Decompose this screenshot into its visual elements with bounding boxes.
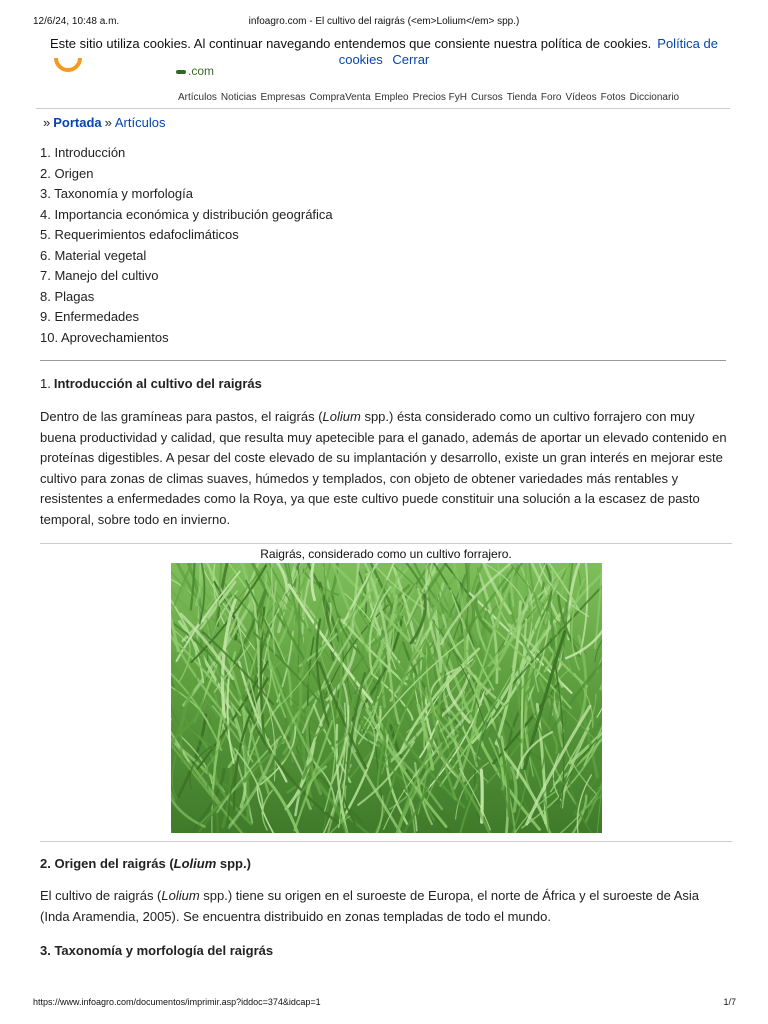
toc-item[interactable]: 4. Importancia económica y distribución geográfica — [40, 206, 333, 222]
cookie-policy-link[interactable]: Política de cookies — [338, 36, 718, 67]
figure-bottom-divider — [40, 841, 732, 842]
toc-item[interactable]: 8. Plagas — [40, 288, 95, 304]
section-2-paragraph — [40, 886, 730, 927]
print-page-title: infoagro.com - El cultivo del raigrás (<em>Lolium</em> spp.) — [248, 16, 520, 27]
nav-item[interactable]: Empleo — [374, 92, 409, 103]
heading-text: 2. Origen del raigrás ( — [40, 856, 174, 871]
nav-item[interactable]: Foro — [540, 92, 562, 103]
para-text: spp.) tiene su origen en el suroeste de Europa, el norte de África y el suroeste de Asia (Inda Aramendia, 2005). Se encuentra distribuido en zonas templadas de todo el mundo. — [40, 888, 700, 924]
nav-item[interactable]: Tienda — [506, 92, 537, 103]
nav-item[interactable]: CompraVenta — [309, 92, 371, 103]
ryegrass-photo — [171, 563, 602, 833]
nav-item[interactable]: Artículos — [178, 92, 217, 103]
section-1-title: Introducción al cultivo del raigrás — [53, 376, 262, 391]
grass-image — [171, 563, 602, 833]
toc-item[interactable]: 7. Manejo del cultivo — [40, 268, 159, 283]
toc-item[interactable]: 5. Requerimientos edafoclimáticos — [40, 227, 239, 242]
figure-caption: Raigrás, considerado como un cultivo forrajero. — [260, 547, 512, 561]
breadcrumb — [40, 115, 165, 130]
para-italic-text: Lolium — [322, 409, 361, 424]
site-logo-icon[interactable] — [54, 58, 84, 76]
table-of-contents — [40, 144, 333, 349]
toc-item[interactable]: 10. Aprovechamientos — [40, 329, 169, 345]
toc-item[interactable]: 1. Introducción — [40, 145, 126, 160]
site-logo-suffix[interactable] — [176, 64, 214, 78]
breadcrumb-separator: » — [43, 115, 51, 130]
figure-top-divider — [40, 543, 732, 544]
nav-item[interactable]: Fotos — [600, 92, 626, 103]
nav-item[interactable]: Precios FyH — [412, 92, 468, 103]
toc-item[interactable]: 2. Origen — [40, 165, 94, 181]
toc-item[interactable]: 3. Taxonomía y morfología — [40, 186, 193, 201]
print-timestamp: 12/6/24, 10:48 a.m. — [33, 16, 120, 27]
nav-divider — [36, 108, 730, 109]
nav-item[interactable]: Empresas — [260, 92, 306, 103]
nav-item[interactable]: Cursos — [471, 92, 503, 103]
nav-item[interactable]: Diccionario — [629, 92, 680, 103]
breadcrumb-separator: » — [104, 115, 112, 130]
section-1-paragraph — [40, 407, 730, 530]
para-text: spp.) ésta considerado como un cultivo forrajero con muy buena productividad y calidad, que resulta muy apetecible para el ganado, además de aportar un elevado contenido en proteínas digestibles. A pesar del coste elevado de su implantación y desarrollo, existe un gran interés en mejorar este cultivo para zonas de climas suaves, húmedos y templados, con objeto de obtener variedades más rentables y resistentes a enfermedades como la Roya, ya que este cultivo puede constituir una solución a la escasez de pasto temporal, sobre todo en invierno. — [40, 409, 727, 527]
breadcrumb-home-link[interactable]: Portada — [53, 115, 102, 130]
para-text: Dentro de las gramíneas para pastos, el raigrás ( — [40, 409, 323, 424]
section-1-number: 1. — [40, 376, 51, 391]
cookie-banner — [40, 36, 728, 68]
logo-suffix-text: .com — [188, 64, 215, 78]
print-url: https://www.infoagro.com/documentos/imprimir.asp?iddoc=374&idcap=1 — [33, 997, 321, 1007]
main-nav — [178, 92, 683, 103]
toc-item[interactable]: 6. Material vegetal — [40, 247, 147, 263]
para-text: El cultivo de raigrás ( — [40, 888, 162, 903]
section-1-heading — [40, 376, 262, 391]
heading-italic-text: Lolium — [173, 856, 217, 871]
logo-dot-icon — [176, 70, 186, 74]
nav-item[interactable]: Noticias — [220, 92, 257, 103]
section-2-heading — [40, 856, 251, 871]
heading-text: spp.) — [216, 856, 251, 871]
breadcrumb-section-link[interactable]: Artículos — [114, 115, 166, 130]
cookie-close-link[interactable]: Cerrar — [392, 52, 430, 67]
cookie-message: Este sitio utiliza cookies. Al continuar navegando entendemos que consiente nuestra política de cookies. — [50, 36, 652, 51]
section-divider — [40, 360, 726, 361]
para-italic-text: Lolium — [161, 888, 200, 903]
section-3-heading: 3. Taxonomía y morfología del raigrás — [40, 943, 274, 958]
page-number: 1/7 — [723, 997, 736, 1007]
toc-item[interactable]: 9. Enfermedades — [40, 309, 140, 324]
nav-item[interactable]: Vídeos — [565, 92, 597, 103]
